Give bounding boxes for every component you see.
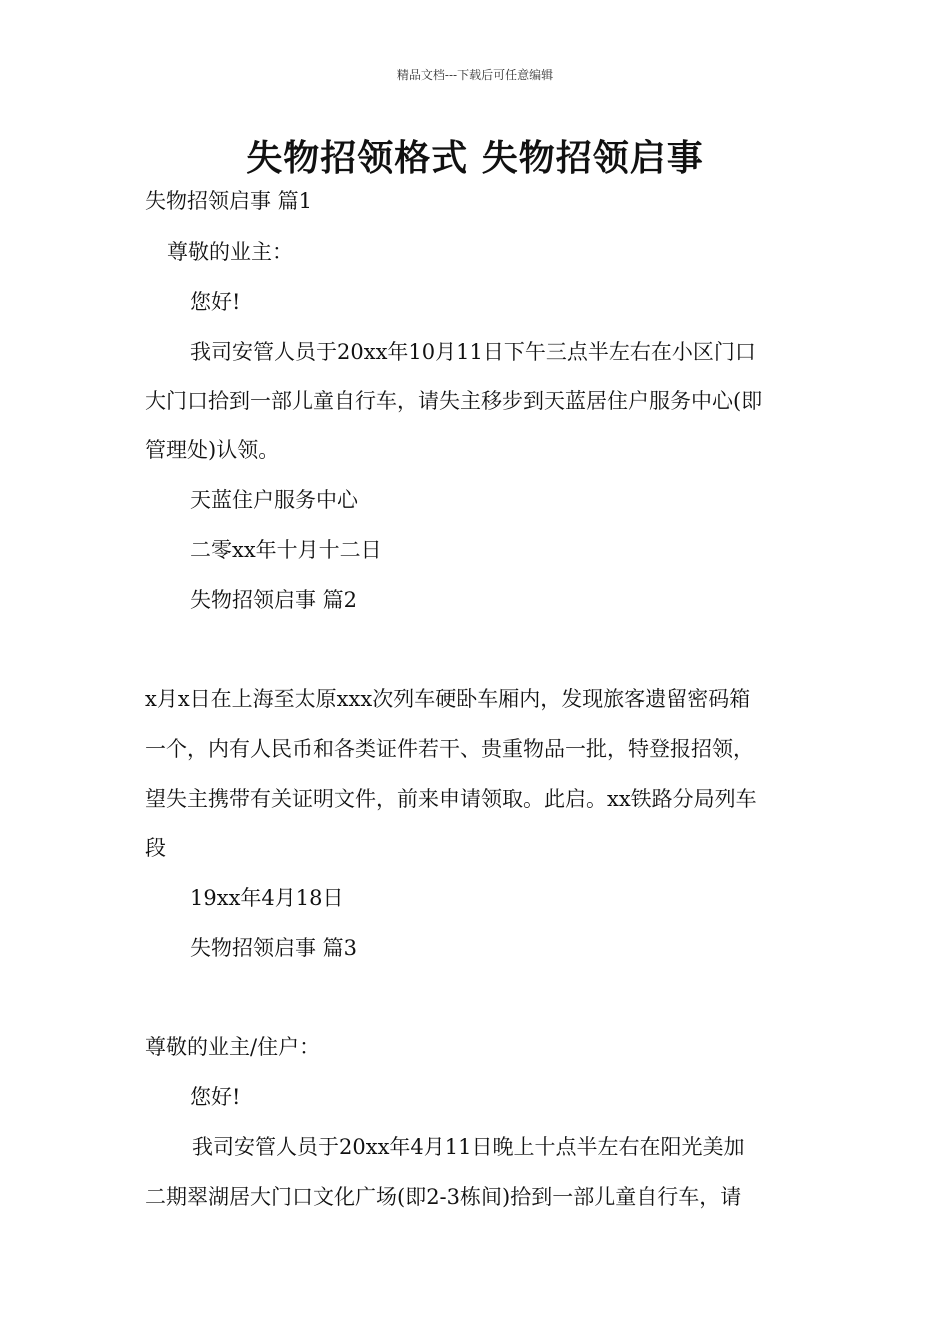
paragraph-line: x月x日在上海至太原xxx次列车硬卧车厢内，发现旅客遗留密码箱 [145,687,751,711]
section-heading: 失物招领启事 篇2 [190,588,358,612]
paragraph-line: 一个，内有人民币和各类证件若干、贵重物品一批，特登报招领， [145,737,754,761]
paragraph-line: 二期翠湖居大门口文化广场(即2-3栋间)拾到一部儿童自行车，请 [145,1185,742,1209]
paragraph-line: 我司安管人员于20xx年10月11日下午三点半左右在小区门口 [190,340,756,364]
salutation: 尊敬的业主/住户： [145,1035,321,1059]
greeting: 您好! [190,1085,241,1109]
header-note: 精品文档---下载后可任意编辑 [396,68,554,82]
paragraph-line: 我司安管人员于20xx年4月11日晚上十点半左右在阳光美加 [192,1135,745,1159]
document-title: 失物招领格式 失物招领启事 [246,137,704,179]
salutation: 尊敬的业主： [167,240,293,264]
greeting: 您好! [190,290,241,314]
paragraph-line: 管理处)认领。 [145,438,280,462]
paragraph-line: 段 [145,836,166,860]
section-heading: 失物招领启事 篇1 [145,189,313,213]
signature-line: 天蓝住户服务中心 [190,488,358,512]
paragraph-line: 大门口拾到一部儿童自行车，请失主移步到天蓝居住户服务中心(即 [145,389,763,413]
section-heading: 失物招领启事 篇3 [190,936,358,960]
paragraph-line: 望失主携带有关证明文件，前来申请领取。此启。xx铁路分局列车 [145,787,757,811]
date-line: 二零xx年十月十二日 [190,538,382,562]
date-line: 19xx年4月18日 [190,886,344,910]
